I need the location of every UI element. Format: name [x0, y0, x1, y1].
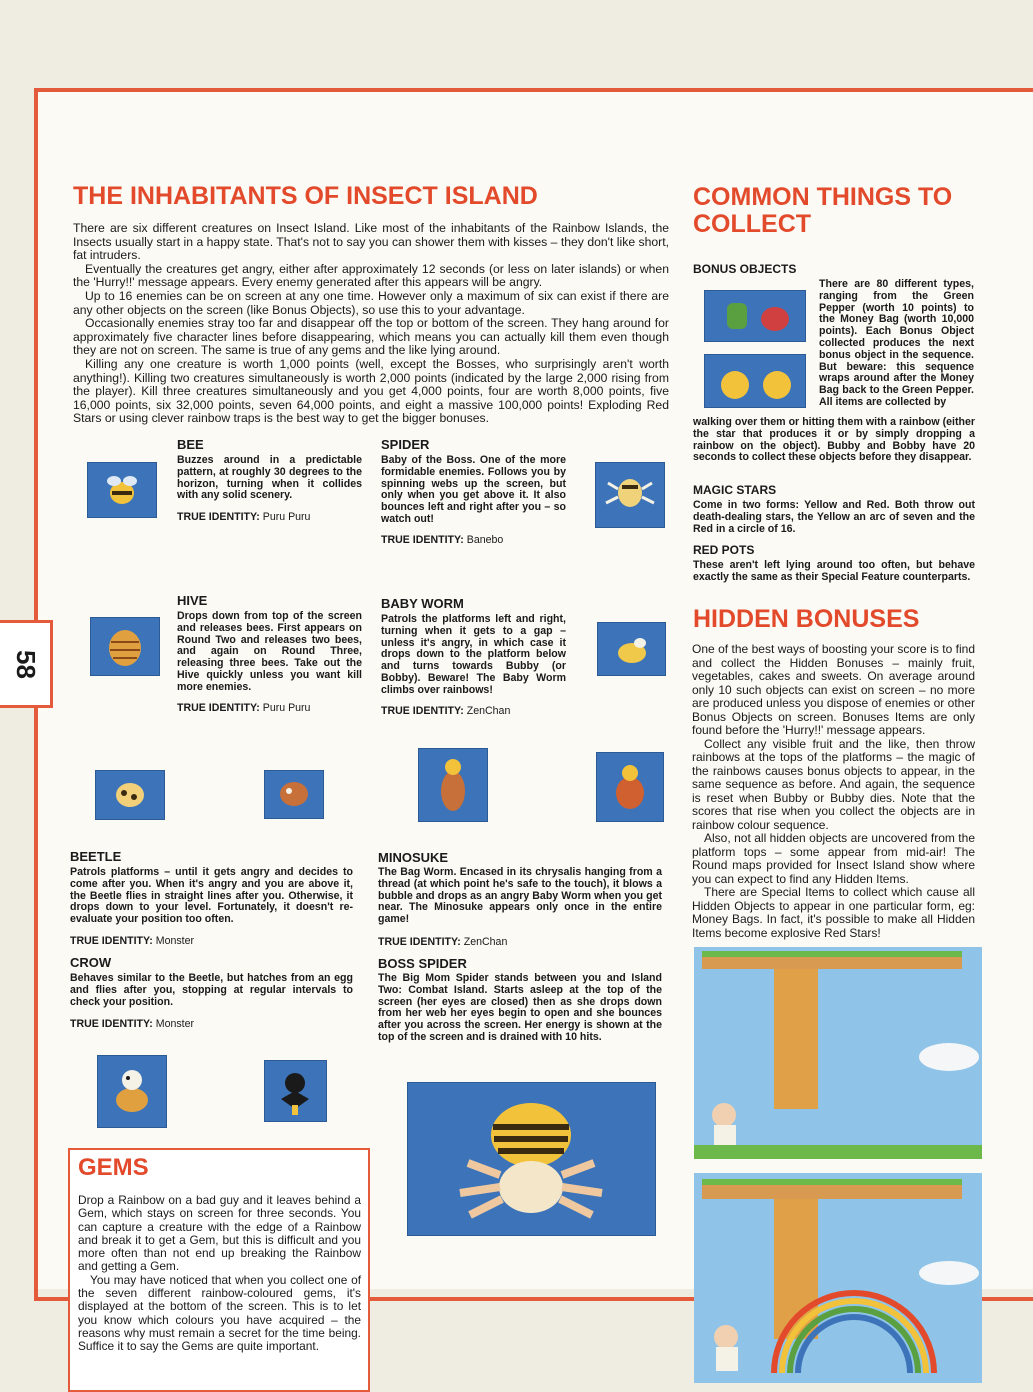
minosuke-identity	[378, 936, 507, 948]
gems-para-1: Drop a Rainbow on a bad guy and it leaves behind a Gem, which stays on screen for three seconds. You can capture a creature with the edge of a Rainbow and break it to get a Gem, but this is difficult and you more often than not end up breaking the Rainbow and getting a Gem.	[78, 1193, 361, 1274]
gems-title: GEMS	[78, 1154, 149, 1181]
beetle-identity	[70, 935, 194, 947]
identity-label: TRUE IDENTITY:	[70, 935, 153, 947]
minosuke-desc: The Bag Worm. Encased in its chrysalis hanging from a thread (at which point he's safe to the touch), it blows a bubble and drops as an angry Baby Worm when you get near. The Minosuke appears only once in the entire game!	[378, 866, 662, 926]
gems-para-2: You may have noticed that when you collect one of the seven different rainbow-coloured gems, it's displayed at the bottom of the screen. This is to let you know which colours you have acquired – the reasons why must remain a secret for the time being. Suffice it to say the Gems are quite important.	[78, 1272, 361, 1354]
bonus-objects-heading: BONUS OBJECTS	[693, 262, 797, 276]
spider-sprite	[595, 462, 665, 528]
insect-para-4: Occasionally enemies stray too far and disappear off the top or bottom of the screen. They hang around for approximately five character lines before disappearing, which means you can actually kill them even though they are not on screen. The same is true of any gems and the like lying around.	[73, 316, 669, 358]
hive-desc: Drops down from top of the screen and releases bees. First appears on Round Two and releases two bees, and again on Round Three, releasing three bees. Take out the Hive quickly unless you want kill more enemies.	[177, 610, 362, 693]
minosuke-sprite-2	[596, 752, 664, 822]
hive-name: HIVE	[177, 593, 208, 608]
bonus-objects-text-side: There are 80 different types, ranging from the Green Pepper (worth 10 points) to the Money Bag (worth 10,000 points). Each Bonus Object collected produces the next bonus object in the sequence. But beware: this sequence wraps around after the Money Bag back to the Green Pepper. All items are collected by	[819, 278, 974, 408]
insect-para-2: Eventually the creatures get angry, either after approximately 12 seconds (or less on later islands) or when the 'Hurry!!' message appears. Every enemy generated after this appears will be angry.	[73, 261, 669, 290]
boss-spider-name: BOSS SPIDER	[378, 956, 467, 971]
page-number-tab	[0, 620, 53, 708]
boss-spider-sprite	[407, 1082, 656, 1236]
hive-identity	[177, 702, 310, 714]
minosuke-sprite-1	[418, 748, 488, 822]
hidden-para-1: One of the best ways of boosting your score is to find and collect the Hidden Bonuses – mainly fruit, vegetables, cakes and sweets. On average around only 10 such objects can exist on screen – no more are produced unless you dispose of enemies or other Bonus Objects on screen. Bonuses Items are only found before the 'Hurry!!' message appears.	[692, 642, 975, 737]
insect-intro	[73, 222, 669, 426]
bee-sprite	[87, 462, 157, 518]
spider-identity-value: Banebo	[466, 534, 504, 546]
hidden-para-2: Collect any visible fruit and the like, then throw rainbows at the tops of the platforms – the magic of the rainbows causes bonus objects to appear, in the same sequence as before. And again, the sequence is reset when Bubby or Bubby dies. Note that the scores that rise when you collect the objects are in rainbow colour sequence.	[692, 736, 975, 832]
bee-desc: Buzzes around in a predictable pattern, at roughly 30 degrees to the horizon, turning when it collides with any solid scenery.	[177, 454, 362, 502]
common-title-line-2: COLLECT	[693, 210, 812, 238]
beetle-name: BEETLE	[70, 849, 122, 864]
hidden-para-4: There are Special Items to collect which cause all Hidden Objects to appear in one particular form, eg: Money Bags. In fact, it's possible to make all Hidden Items become explosive Red Stars!	[692, 885, 975, 940]
crow-identity	[70, 1018, 194, 1030]
identity-label: TRUE IDENTITY:	[177, 511, 260, 523]
baby-worm-desc: Patrols the platforms left and right, turning when it gets to a gap – unless it's angry, in which case it drops down to the platform below and turns towards Bubby (or Bobby). Beware! The Baby Worm climbs over rainbows!	[381, 613, 566, 696]
crow-desc: Behaves similar to the Beetle, but hatches from an egg and flies after you, stopping at regular intervals to check your position.	[70, 972, 353, 1008]
baby-worm-sprite	[597, 622, 666, 676]
minosuke-identity-value: ZenChan	[463, 936, 508, 948]
bonus-objects-text-full: walking over them or hitting them with a rainbow (either the star that produces it or by simply dropping a rainbow on the object). Bubby and Bobby have 20 seconds to collect these objects before they disappear.	[693, 416, 975, 464]
magic-stars-text: Come in two forms: Yellow and Red. Both throw out death-dealing stars, the Yellow an arc of seven and the Red in a circle of 16.	[693, 499, 975, 535]
hidden-title: HIDDEN BONUSES	[693, 605, 920, 633]
beetle-identity-value: Monster	[155, 935, 195, 947]
game-screenshot-2	[694, 1173, 982, 1383]
bee-identity-value: Puru Puru	[262, 511, 311, 523]
identity-label: TRUE IDENTITY:	[381, 705, 464, 717]
identity-label: TRUE IDENTITY:	[378, 936, 461, 948]
baby-worm-name: BABY WORM	[381, 596, 464, 611]
bee-identity	[177, 511, 310, 523]
common-title-line-1: COMMON THINGS TO	[693, 183, 953, 211]
insect-para-1: There are six different creatures on Insect Island. Like most of the inhabitants of the Rainbow Islands, the Insects usually start in a happy state. That's not to say you can shower them with kisses – they don't like short, fat intruders.	[73, 221, 669, 263]
crow-sprite-1	[97, 1055, 167, 1128]
crow-sprite-2	[264, 1060, 327, 1122]
magic-stars-heading: MAGIC STARS	[693, 483, 777, 497]
bee-name: BEE	[177, 437, 204, 452]
bonus-moneybag-sprite	[704, 354, 806, 408]
red-pots-text: These aren't left lying around too often, but behave exactly the same as their Special Feature counterparts.	[693, 559, 975, 583]
beetle-desc: Patrols platforms – until it gets angry and decides to come after you. When it's angry and you are above it, the Beetle flies in straight lines after you. Otherwise, it drops down to your level. Fortunately, it doesn't re-evaluate your position too often.	[70, 866, 353, 926]
baby-worm-identity-value: ZenChan	[466, 705, 511, 717]
boss-spider-desc: The Big Mom Spider stands between you and Island Two: Combat Island. Starts asleep at the top of the screen (her eyes are closed) then as she drops down from her web her eyes begin to open and she bounces after you across the screen. Her energy is shown at the top of the screen and is drained with 10 hits.	[378, 972, 662, 1043]
crow-name: CROW	[70, 955, 112, 970]
page-number: 58	[10, 649, 41, 679]
minosuke-name: MINOSUKE	[378, 850, 449, 865]
spider-identity	[381, 534, 503, 546]
baby-worm-identity	[381, 705, 510, 717]
identity-label: TRUE IDENTITY:	[381, 534, 464, 546]
beetle-sprite-1	[95, 770, 165, 820]
spider-desc: Baby of the Boss. One of the more formidable enemies. Follows you by spinning webs up the screen, but only when you get above it. It also bounces left and right after you – so watch out!	[381, 454, 566, 525]
hive-sprite	[90, 617, 160, 676]
identity-label: TRUE IDENTITY:	[177, 702, 260, 714]
insect-para-3: Up to 16 enemies can be on screen at any one time. However only a maximum of six can exist if there are any other objects on the screen (like Bonus Objects), so use this to your advantage.	[73, 288, 669, 317]
gems-text	[78, 1194, 361, 1354]
insect-title: THE INHABITANTS OF INSECT ISLAND	[73, 182, 538, 210]
hidden-text	[692, 643, 975, 940]
hidden-para-3: Also, not all hidden objects are uncovered from the platform tops – some appear from mid-air! The Round maps provided for Insect Island show where you can expect to find any Hidden Items.	[692, 831, 975, 886]
game-screenshot-1	[694, 947, 982, 1159]
identity-label: TRUE IDENTITY:	[70, 1018, 153, 1030]
beetle-sprite-2	[264, 770, 324, 819]
red-pots-heading: RED POTS	[693, 543, 755, 557]
crow-identity-value: Monster	[155, 1018, 195, 1030]
hive-identity-value: Puru Puru	[262, 702, 311, 714]
bonus-pepper-sprite	[704, 290, 806, 342]
spider-name: SPIDER	[381, 437, 430, 452]
insect-para-5: Killing any one creature is worth 1,000 points (well, except the Bosses, who surprisingly aren't worth anything!). Killing two creatures simultaneously is worth 2,000 points (indicated by the large 2,000 rising from the player). Kill three creatures simultaneously and you get 4,000 points, four are worth 8,000 points, five 16,000 points, six 32,000 points, seven 64,000 points, and eight a massive 100,000 points! Exploding Red Stars or using clever rainbow traps is the best way to get the bigger bonuses.	[73, 356, 669, 426]
